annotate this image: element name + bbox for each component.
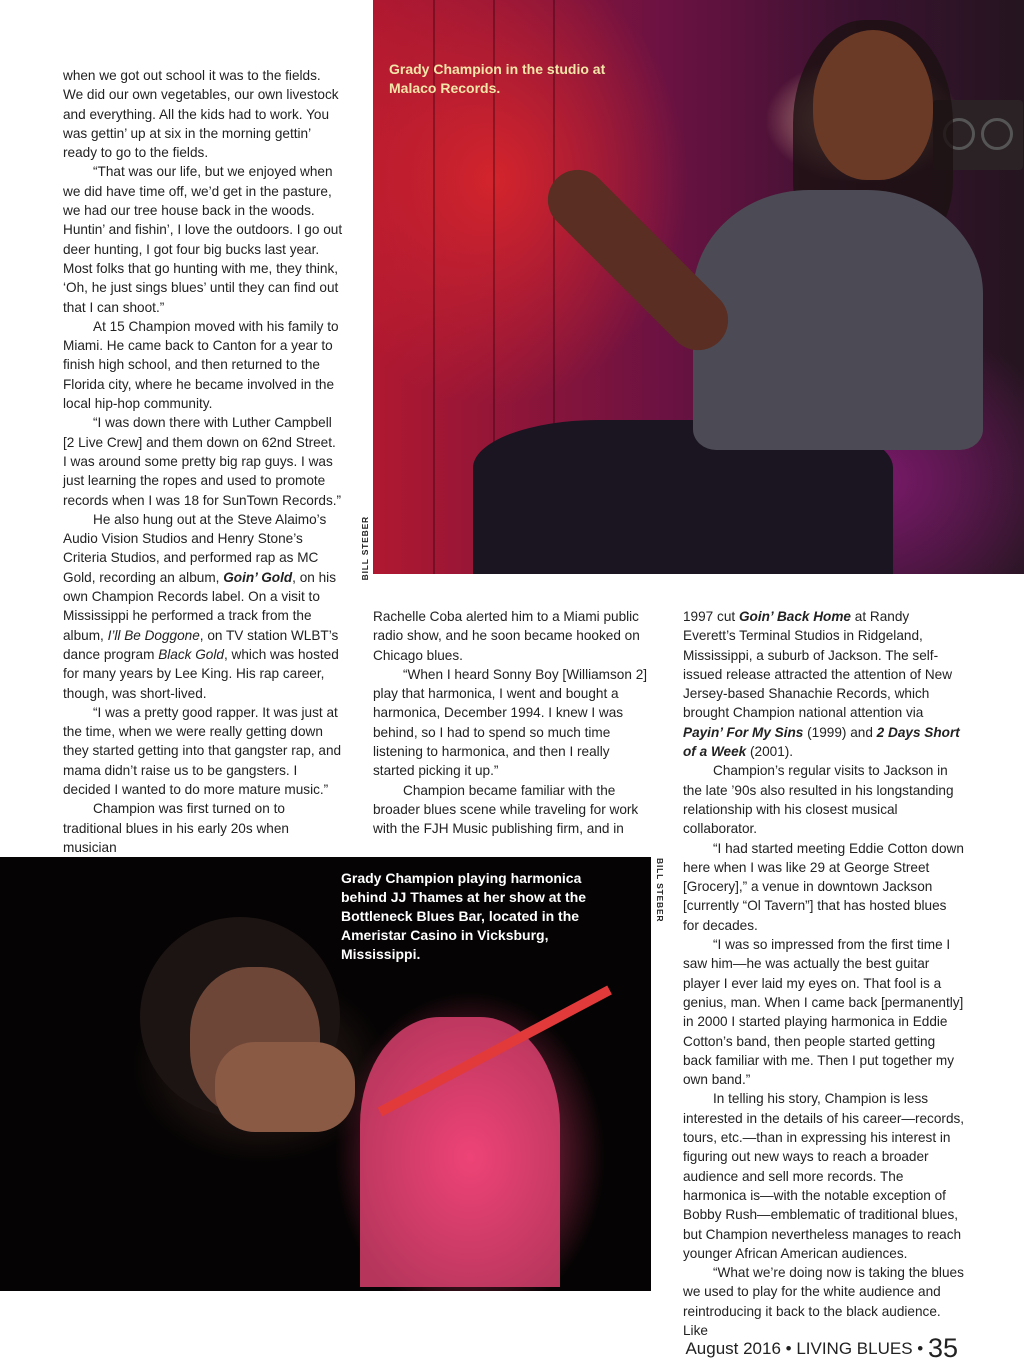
photo-subject-face <box>813 30 933 180</box>
program-title: Black Gold <box>158 646 224 662</box>
paragraph: when we got out school it was to the fields. We did our own vegetables, our own livestock and everything. All the kids had to work. You was gettin’ up at six in the morning gettin’ ready to go to the fields. <box>63 68 339 161</box>
paragraph: “I was so impressed from the first time I saw him—he was actually the best guitar player I ever laid my eyes on. That fool is a genius, man. When I came back [permanently] in 2000 I started playing harmonica in Eddie Cotton’s band, then people started getting back familiar with me. Then I put together my own band.” <box>683 937 964 1088</box>
paragraph: “I was down there with Luther Campbell [2 Live Crew] and them down on 62nd Street. I was around some pretty big rap guys. I was just learning the ropes and used to promote records when I was 18 for SunTown Records.” <box>63 415 342 508</box>
paragraph: “What we’re doing now is taking the blues we used to play for the white audience and reintroducing it back to the black audience. Like <box>683 1265 964 1338</box>
paragraph: Champion’s regular visits to Jackson in the late ’90s also resulted in his longstanding relationship with his closest musical collaborator. <box>683 763 954 837</box>
text-run: , on TV station WLBT’s dance program <box>63 627 339 662</box>
text-run: at Randy Everett’s Terminal Studios in Ridgeland, Mississippi, a suburb of Jackson. The self-issued release attracted the attention of New Jersey-based Shanachie Records, which brought Champion national attention via <box>683 609 953 721</box>
studio-photo <box>373 0 1024 574</box>
paragraph: Champion became familiar with the broader blues scene while traveling for work with the FJH Music publishing firm, and in <box>373 782 639 837</box>
paragraph: In telling his story, Champion is less interested in the details of his career—records, tours, etc.—than in expressing his interest in figuring out new ways to reach a broader audience and sell more records. The harmonica is—with the notable exception of Bobby Rush—emblematic of traditional blues, but Champion nevertheless manages to reach younger African American audiences. <box>683 1091 965 1261</box>
photo-caption: Grady Champion in the studio at Malaco Records. <box>389 61 606 96</box>
text-run: (2001). <box>746 744 794 760</box>
album-title: Goin’ Back Home <box>738 609 851 624</box>
album-title: Goin’ Gold <box>223 569 293 585</box>
paragraph: “That was our life, but we enjoyed when we did have time off, we’d get in the pasture, we had our tree house back in the woods. Huntin’ and fishin’, I love the outdoors. I go out deer hunting, I got four big bucks last year. Most folks that go hunting with me, they think, ‘Oh, he just sings blues’ until they can find out that I can shoot.” <box>63 164 343 315</box>
photo-subject-shirt <box>693 190 983 450</box>
track-title: I’ll Be Doggone <box>107 627 200 643</box>
article-column-3 <box>683 607 965 1340</box>
text-run: , on his own Champion Records label. On a visit to Mississippi he performed a track from the album, <box>63 569 336 643</box>
concert-photo <box>0 857 651 1291</box>
harmonica-hands <box>215 1042 355 1132</box>
paragraph <box>683 607 965 761</box>
text-run: (1999) and <box>803 724 877 740</box>
album-title: 2 Days Short of a Week <box>683 724 960 760</box>
photo-credit: BILL STEBER <box>360 516 370 581</box>
photo-caption: Grady Champion playing harmonica behind JJ Thames at her show at the Bottleneck Blues Bar, located in the Ameristar Casino in Vicksburg, Mississippi. <box>341 870 587 962</box>
album-title: Payin’ For My Sins <box>683 724 804 740</box>
photo-credit: BILL STEBER <box>655 858 665 923</box>
paragraph: Rachelle Coba alerted him to a Miami public radio show, and he soon became hooked on Chicago blues. <box>373 609 640 663</box>
paragraph: “I had started meeting Eddie Cotton down here when I was like 29 at George Street [Grocery],” a venue in downtown Jackson [currently “Ol Tavern”] that has hosted blues for decades. <box>683 840 964 933</box>
article-column-1 <box>63 66 343 857</box>
issue-label: August 2016 • LIVING BLUES • <box>685 1339 924 1358</box>
paragraph: Champion was first turned on to traditional blues in his early 20s when musician <box>63 801 289 855</box>
paragraph: At 15 Champion moved with his family to Miami. He came back to Canton for a year to finish high school, and then returned to the Florida city, where he became involved in the local hip-hop community. <box>63 318 339 412</box>
text-run: , which was hosted for many years by Lee King. His rap career, though, was short-lived. <box>63 646 339 701</box>
article-column-2 <box>373 607 648 839</box>
text-run: He also hung out at the Steve Alaimo’s Audio Vision Studios and Henry Stone’s Criteria Studios, and performed rap as MC Gold, recording an album, <box>63 511 327 585</box>
paragraph: “I was a pretty good rapper. It was just at the time, when we were really getting down they started getting into that gangster rap, and mama didn’t raise us to be gangsters. I decided I wanted to do more mature music.” <box>63 704 342 797</box>
text-run: 1997 cut <box>683 609 739 624</box>
page-number: 35 <box>927 1333 958 1363</box>
paragraph: “When I heard Sonny Boy [Williamson 2] play that harmonica, I went and bought a harmonica, December 1994. I knew I was behind, so I had to spend so much time listening to harmonica, and then I really started picking it up.” <box>373 666 648 779</box>
paragraph <box>63 510 343 703</box>
page-folio <box>685 1333 958 1364</box>
bass-player-figure <box>360 1017 560 1287</box>
